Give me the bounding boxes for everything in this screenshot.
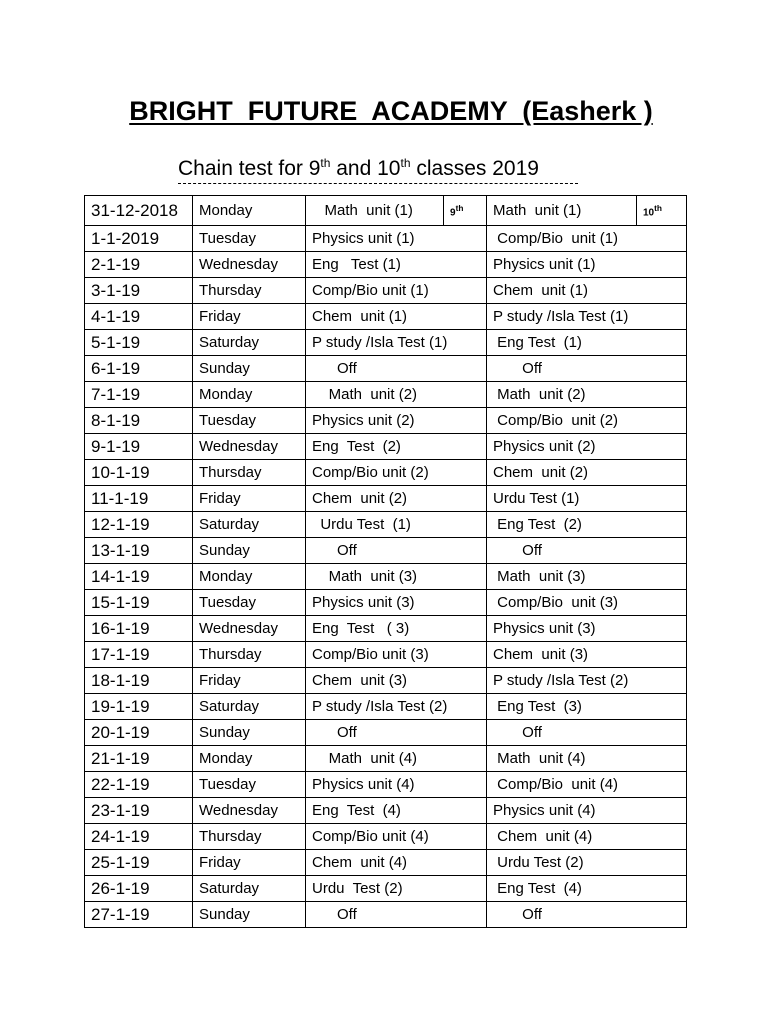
grade10-test-cell: Math unit (2) — [487, 382, 687, 408]
date-cell: 5-1-19 — [85, 330, 193, 356]
grade9-test-cell: Eng Test (2) — [306, 434, 487, 460]
day-cell: Wednesday — [193, 252, 306, 278]
grade10-test-cell: Comp/Bio unit (2) — [487, 408, 687, 434]
grade9-test-cell: Math unit (2) — [306, 382, 487, 408]
grade10-test-cell: Chem unit (4) — [487, 824, 687, 850]
grade10-test-cell: Math unit (3) — [487, 564, 687, 590]
date-cell: 9-1-19 — [85, 434, 193, 460]
schedule-body — [85, 196, 687, 928]
table-row — [85, 486, 687, 512]
grade9-test-cell: Eng Test (1) — [306, 252, 487, 278]
grade10-test-cell: Comp/Bio unit (3) — [487, 590, 687, 616]
table-row — [85, 434, 687, 460]
day-cell: Tuesday — [193, 772, 306, 798]
grade9-test-cell: Comp/Bio unit (3) — [306, 642, 487, 668]
schedule-table — [84, 195, 687, 928]
table-row — [85, 720, 687, 746]
subtitle-superscript-1: th — [320, 156, 331, 170]
date-cell: 19-1-19 — [85, 694, 193, 720]
date-cell: 13-1-19 — [85, 538, 193, 564]
date-cell: 4-1-19 — [85, 304, 193, 330]
day-cell: Sunday — [193, 720, 306, 746]
grade9-test-cell: Off — [306, 902, 487, 928]
date-cell: 20-1-19 — [85, 720, 193, 746]
grade9-test-cell: Physics unit (2) — [306, 408, 487, 434]
table-row — [85, 772, 687, 798]
grade9-test-cell: Math unit (1) — [306, 196, 444, 226]
table-row — [85, 668, 687, 694]
grade10-test-cell: Eng Test (3) — [487, 694, 687, 720]
grade10-test-cell: Eng Test (4) — [487, 876, 687, 902]
grade10-test-cell: Physics unit (3) — [487, 616, 687, 642]
table-row — [85, 460, 687, 486]
grade10-test-cell: Off — [487, 720, 687, 746]
day-cell: Friday — [193, 850, 306, 876]
day-cell: Friday — [193, 668, 306, 694]
grade9-test-cell: Physics unit (1) — [306, 226, 487, 252]
date-cell: 8-1-19 — [85, 408, 193, 434]
grade9-test-cell: Physics unit (3) — [306, 590, 487, 616]
table-row — [85, 252, 687, 278]
page-title: BRIGHT FUTURE ACADEMY (Easherk ) — [129, 96, 653, 126]
day-cell: Thursday — [193, 460, 306, 486]
grade9-test-cell: Math unit (4) — [306, 746, 487, 772]
date-cell: 31-12-2018 — [85, 196, 193, 226]
day-cell: Saturday — [193, 330, 306, 356]
date-cell: 2-1-19 — [85, 252, 193, 278]
date-cell: 11-1-19 — [85, 486, 193, 512]
grade10-test-cell: Eng Test (2) — [487, 512, 687, 538]
table-row — [85, 408, 687, 434]
date-cell: 6-1-19 — [85, 356, 193, 382]
grade10-test-cell: Physics unit (4) — [487, 798, 687, 824]
day-cell: Saturday — [193, 694, 306, 720]
table-row — [85, 564, 687, 590]
date-cell: 10-1-19 — [85, 460, 193, 486]
table-row — [85, 304, 687, 330]
day-cell: Sunday — [193, 356, 306, 382]
grade9-test-cell: P study /Isla Test (1) — [306, 330, 487, 356]
day-cell: Thursday — [193, 824, 306, 850]
date-cell: 18-1-19 — [85, 668, 193, 694]
table-row — [85, 824, 687, 850]
date-cell: 3-1-19 — [85, 278, 193, 304]
day-cell: Tuesday — [193, 408, 306, 434]
day-cell: Friday — [193, 486, 306, 512]
table-row — [85, 850, 687, 876]
date-cell: 17-1-19 — [85, 642, 193, 668]
grade9-test-cell: Eng Test (4) — [306, 798, 487, 824]
date-cell: 27-1-19 — [85, 902, 193, 928]
grade9-test-cell: Off — [306, 356, 487, 382]
subtitle-prefix: Chain test for 9 — [178, 157, 321, 180]
table-row — [85, 512, 687, 538]
day-cell: Sunday — [193, 902, 306, 928]
table-row — [85, 278, 687, 304]
date-cell: 22-1-19 — [85, 772, 193, 798]
day-cell: Thursday — [193, 278, 306, 304]
day-cell: Saturday — [193, 512, 306, 538]
grade9-test-cell: Urdu Test (1) — [306, 512, 487, 538]
grade10-test-cell: Urdu Test (1) — [487, 486, 687, 512]
subtitle-suffix: classes 2019 — [410, 157, 539, 180]
grade9-test-cell: Comp/Bio unit (4) — [306, 824, 487, 850]
grade9-test-cell: Comp/Bio unit (2) — [306, 460, 487, 486]
table-row — [85, 590, 687, 616]
grade9-test-cell: Chem unit (1) — [306, 304, 487, 330]
table-row — [85, 356, 687, 382]
subtitle-superscript-2: th — [400, 156, 411, 170]
ordinal-suffix: th — [654, 202, 662, 213]
table-row — [85, 538, 687, 564]
table-row — [85, 642, 687, 668]
day-cell: Monday — [193, 746, 306, 772]
day-cell: Wednesday — [193, 798, 306, 824]
table-row — [85, 330, 687, 356]
grade10-test-cell: Off — [487, 356, 687, 382]
date-cell: 25-1-19 — [85, 850, 193, 876]
date-cell: 23-1-19 — [85, 798, 193, 824]
table-row — [85, 798, 687, 824]
grade9-test-cell: Chem unit (2) — [306, 486, 487, 512]
date-cell: 16-1-19 — [85, 616, 193, 642]
day-cell: Wednesday — [193, 434, 306, 460]
grade9-test-cell: Off — [306, 538, 487, 564]
grade9-test-cell: Math unit (3) — [306, 564, 487, 590]
day-cell: Friday — [193, 304, 306, 330]
grade9-label: 9th — [444, 196, 487, 226]
grade10-test-cell: Chem unit (3) — [487, 642, 687, 668]
day-cell: Monday — [193, 196, 306, 226]
grade10-test-cell: Physics unit (2) — [487, 434, 687, 460]
table-row — [85, 694, 687, 720]
day-cell: Tuesday — [193, 226, 306, 252]
day-cell: Thursday — [193, 642, 306, 668]
grade9-test-cell: Off — [306, 720, 487, 746]
grade9-test-cell: Urdu Test (2) — [306, 876, 487, 902]
table-row — [85, 616, 687, 642]
grade9-test-cell: Chem unit (4) — [306, 850, 487, 876]
date-cell: 14-1-19 — [85, 564, 193, 590]
table-row — [85, 226, 687, 252]
table-row — [85, 746, 687, 772]
grade9-test-cell: P study /Isla Test (2) — [306, 694, 487, 720]
grade10-test-cell: Chem unit (2) — [487, 460, 687, 486]
day-cell: Sunday — [193, 538, 306, 564]
grade9-test-cell: Chem unit (3) — [306, 668, 487, 694]
subtitle-middle: and 10 — [330, 157, 401, 180]
grade10-test-cell: Eng Test (1) — [487, 330, 687, 356]
date-cell: 26-1-19 — [85, 876, 193, 902]
date-cell: 1-1-2019 — [85, 226, 193, 252]
table-row — [85, 382, 687, 408]
grade10-test-cell: Physics unit (1) — [487, 252, 687, 278]
grade10-test-cell: Chem unit (1) — [487, 278, 687, 304]
table-row — [85, 876, 687, 902]
table-row — [85, 902, 687, 928]
grade10-test-cell: Off — [487, 538, 687, 564]
grade9-test-cell: Comp/Bio unit (1) — [306, 278, 487, 304]
grade10-test-cell: P study /Isla Test (1) — [487, 304, 687, 330]
date-cell: 24-1-19 — [85, 824, 193, 850]
day-cell: Monday — [193, 382, 306, 408]
table-row — [85, 196, 687, 226]
day-cell: Wednesday — [193, 616, 306, 642]
date-cell: 21-1-19 — [85, 746, 193, 772]
date-cell: 15-1-19 — [85, 590, 193, 616]
date-cell: 7-1-19 — [85, 382, 193, 408]
grade10-test-cell: Math unit (4) — [487, 746, 687, 772]
grade10-test-cell: Comp/Bio unit (1) — [487, 226, 687, 252]
grade10-test-cell: Off — [487, 902, 687, 928]
grade10-test-cell: P study /Isla Test (2) — [487, 668, 687, 694]
page-subtitle — [178, 150, 578, 184]
grade9-test-cell: Eng Test ( 3) — [306, 616, 487, 642]
grade9-test-cell: Physics unit (4) — [306, 772, 487, 798]
day-cell: Monday — [193, 564, 306, 590]
day-cell: Tuesday — [193, 590, 306, 616]
grade10-label: 10th — [637, 196, 687, 226]
day-cell: Saturday — [193, 876, 306, 902]
date-cell: 12-1-19 — [85, 512, 193, 538]
grade10-test-cell: Urdu Test (2) — [487, 850, 687, 876]
grade10-test-cell: Math unit (1) — [487, 196, 637, 226]
grade10-test-cell: Comp/Bio unit (4) — [487, 772, 687, 798]
ordinal-suffix: th — [455, 202, 464, 213]
